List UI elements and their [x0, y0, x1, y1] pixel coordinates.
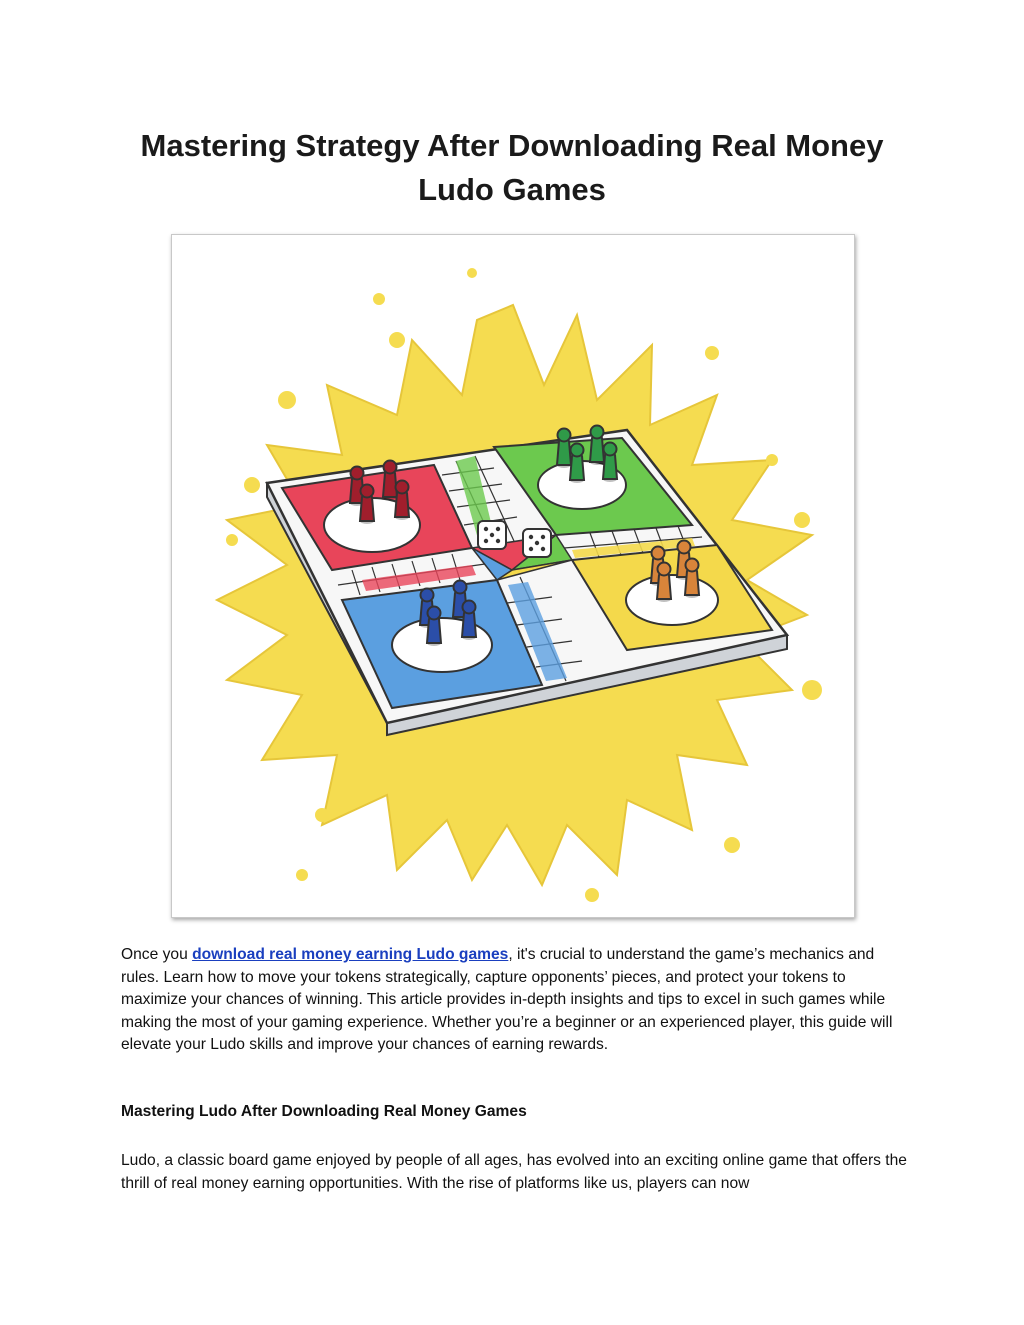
page-title [112, 124, 912, 212]
section-heading: Mastering Ludo After Downloading Real Money Games [121, 1103, 527, 1120]
ludo-illustration [171, 234, 855, 918]
ludo-board-illustration [172, 235, 854, 917]
intro-paragraph [121, 944, 911, 1057]
title-line-1: Mastering Strategy After Downloading Real Money [140, 128, 884, 163]
intro-text-after-link: , it's crucial to understand the game’s mechanics and rules. Learn how to move your tokens strategically, capture opponents’ pieces, and protect your tokens to maximize your chances of winning. This article provides in-depth insights and tips to excel in such games while making the most of your gaming experience. Whether you’re a beginner or an experienced player, this guide will elevate your Ludo skills and improve your chances of earning rewards. [121, 946, 893, 1054]
blue-home-circle [392, 618, 492, 672]
download-ludo-games-link[interactable]: download real money earning Ludo games [192, 946, 509, 963]
section-paragraph: Ludo, a classic board game enjoyed by people of all ages, has evolved into an exciting online game that offers the thrill of real money earning opportunities. With the rise of platforms like us, players can now [121, 1152, 907, 1192]
intro-text-before-link: Once you [121, 946, 193, 963]
title-line-2: Ludo Games [418, 172, 606, 207]
